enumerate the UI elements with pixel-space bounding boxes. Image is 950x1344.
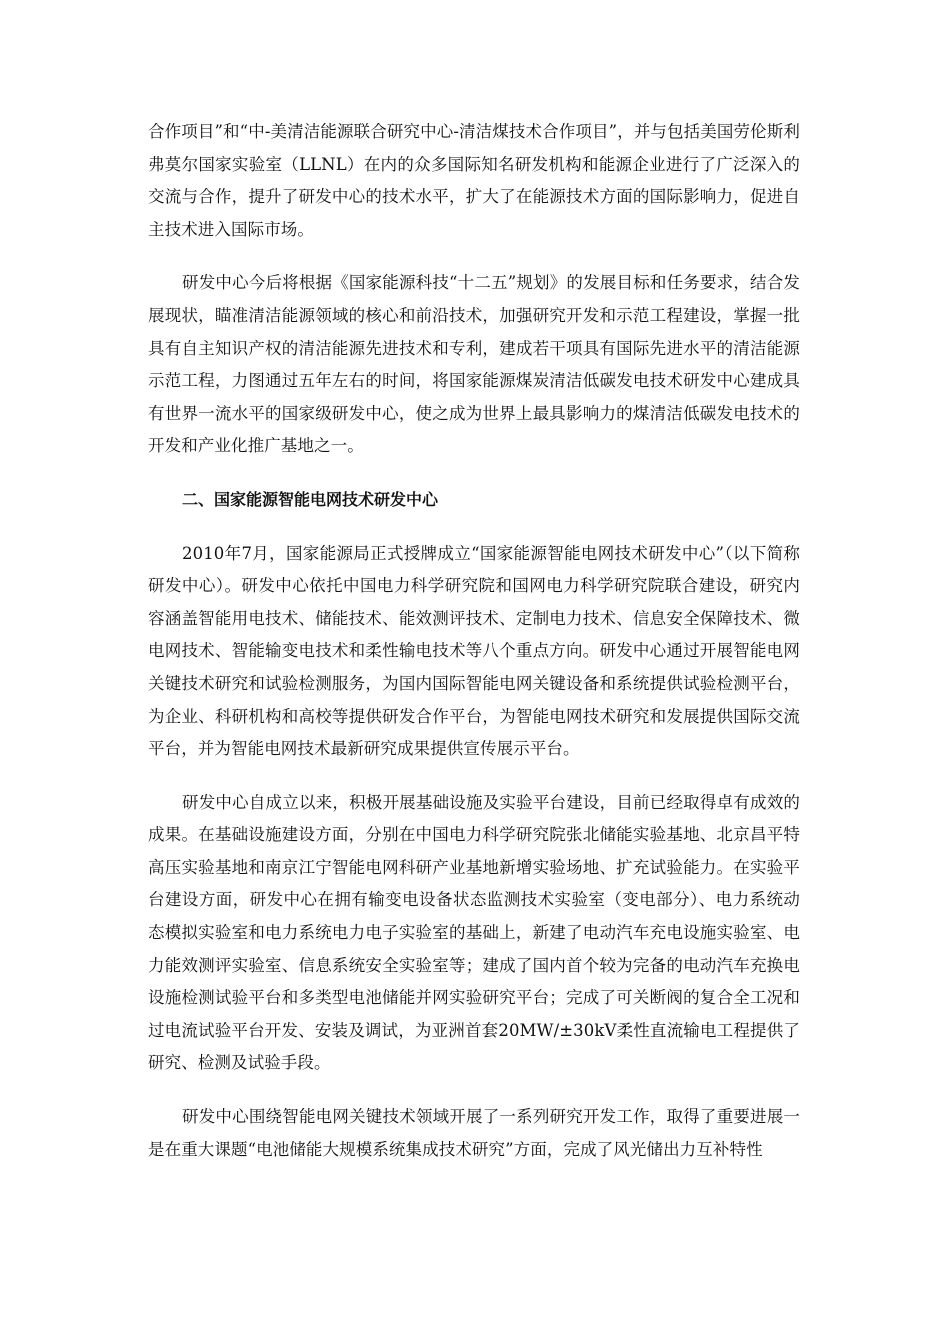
- section-heading: 二、国家能源智能电网技术研发中心: [182, 489, 439, 509]
- paragraph-smart-grid-center-intro: 2010年7月，国家能源局正式授牌成立“国家能源智能电网技术研发中心”（以下简称研发中心）。研发中心依托中国电力科学研究院和国网电力科学研究院联合建设，研究内容涵盖智能用电技术、储能技术、能效测评技术、定制电力技术、信息安全保障技术、微电网技术、智能输变电技术和柔性输电技术等八个重点方向。研发中心通过开展智能电网关键技术研究和试验检测服务，为国内国际智能电网关键设备和系统提供试验检测平台，为企业、科研机构和高校等提供研发合作平台，为智能电网技术研究和发展提供国际交流平台，并为智能电网技术最新研究成果提供宣传展示平台。: [148, 543, 800, 759]
- paragraph-research-progress: 研发中心围绕智能电网关键技术领域开展了一系列研究开发工作，取得了重要进展一是在重大课题“电池储能大规模系统集成技术研究”方面，完成了风光储出力互补特性: [148, 1107, 800, 1159]
- paragraph-future-plan: 研发中心今后将根据《国家能源科技“十二五”规划》的发展目标和任务要求，结合发展现状，瞄准清洁能源领域的核心和前沿技术，加强研究开发和示范工程建设，掌握一批具有自主知识产权的清洁能源先进技术和专利，建成若干项具有国际先进水平的清洁能源示范工程，力图通过五年左右的时间，将国家能源煤炭清洁低碳发电技术研发中心建成具有世界一流水平的国家级研发中心，使之成为世界上最具影响力的煤清洁低碳发电技术的开发和产业化推广基地之一。: [148, 273, 800, 456]
- document-page: [148, 116, 800, 1187]
- paragraph-infrastructure-achievements: 研发中心自成立以来，积极开展基础设施及实验平台建设，目前已经取得卓有成效的成果。在基础设施建设方面，分别在中国电力科学研究院张北储能实验基地、北京昌平特高压实验基地和南京江宁智能电网科研产业基地新增实验场地、扩充试验能力。在实验平台建设方面，研发中心在拥有输变电设备状态监测技术实验室（变电部分）、电力系统动态模拟实验室和电力系统电力电子实验室的基础上，新建了电动汽车充电设施实验室、电力能效测评实验室、信息系统安全实验室等；建成了国内首个较为完备的电动汽车充换电设施检测试验平台和多类型电池储能并网实验研究平台；完成了可关断阀的复合全工况和过电流试验平台开发、安装及调试，为亚洲首套20MW/±30kV柔性直流输电工程提供了研究、检测及试验手段。: [148, 792, 800, 1073]
- paragraph-international-cooperation: 合作项目”和“中-美清洁能源联合研究中心-清洁煤技术合作项目”，并与包括美国劳伦斯利弗莫尔国家实验室（LLNL）在内的众多国际知名研发机构和能源企业进行了广泛深入的交流与合作，提升了研发中心的技术水平，扩大了在能源技术方面的国际影响力，促进自主技术进入国际市场。: [148, 122, 800, 239]
